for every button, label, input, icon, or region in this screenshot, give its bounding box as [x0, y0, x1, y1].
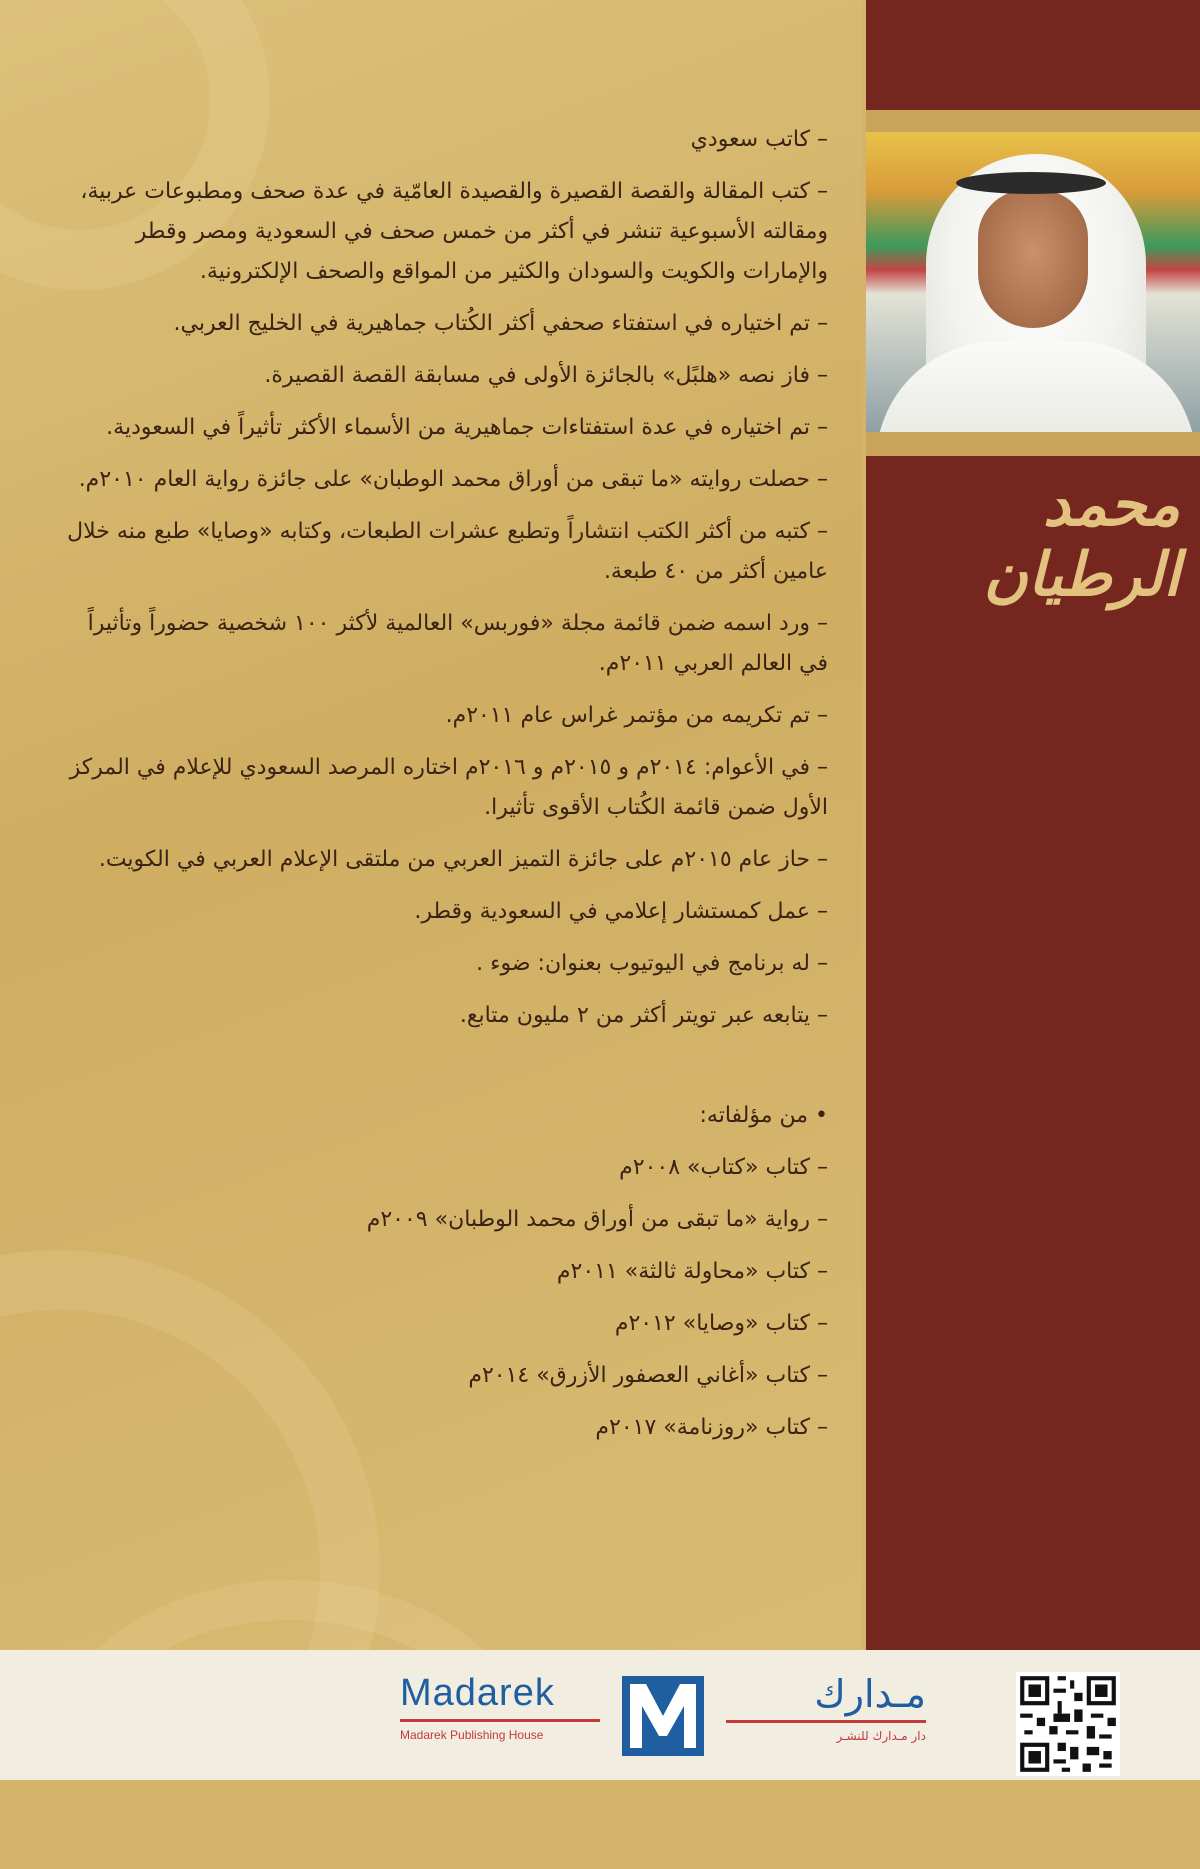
maroon-header-band [866, 0, 1200, 110]
bio-item: – تم اختياره في استفتاء صحفي أكثر الكُتاب جماهيرية في الخليج العربي. [173, 311, 828, 336]
works-item: – كتاب «وصايا» ٢٠١٢م [614, 1311, 828, 1336]
publisher-logo-ar [716, 1672, 926, 1752]
works-item: – كتاب «محاولة ثالثة» ٢٠١١م [556, 1259, 828, 1284]
bio-item: – حاز عام ٢٠١٥م على جائزة التميز العربي من ملتقى الإعلام العربي في الكويت. [98, 847, 828, 872]
author-garment [876, 342, 1196, 432]
bio-item: – يتابعه عبر تويتر أكثر من ٢ مليون متابع. [459, 1003, 828, 1028]
bio-item: – فاز نصه «هلبًل» بالجائزة الأولى في مسابقة القصة القصيرة. [264, 363, 828, 388]
logo-rule [400, 1719, 600, 1722]
works-item: – كتاب «كتاب» ٢٠٠٨م [619, 1155, 828, 1180]
maroon-side-panel [866, 456, 1200, 1650]
publisher-m-logo-icon [622, 1676, 704, 1756]
works-item: – رواية «ما تبقى من أوراق محمد الوطبان» ٢٠٠٩م [366, 1207, 828, 1232]
footer-bottom-band [0, 1780, 1200, 1869]
bio-item: – تم اختياره في عدة استفتاءات جماهيرية من الأسماء الأكثر تأثيراً في السعودية. [106, 415, 828, 440]
qr-code-icon [1016, 1672, 1120, 1776]
works-item: – كتاب «روزنامة» ٢٠١٧م [595, 1415, 828, 1440]
bio-item: – في الأعوام: ٢٠١٤م و ٢٠١٥م و ٢٠١٦م اختاره المرصد السعودي للإعلام في المركز الأول ضمن قائمة الكُتاب الأقوى تأثيرا. [69, 755, 828, 820]
works-heading: • من مؤلفاته: [699, 1103, 828, 1128]
publisher-name-en: Madarek [400, 1672, 555, 1714]
publisher-logo-en [400, 1672, 610, 1752]
works-item: – كتاب «أغاني العصفور الأزرق» ٢٠١٤م [468, 1363, 828, 1388]
bio-item: – كاتب سعودي [690, 127, 828, 152]
bio-item: – ورد اسمه ضمن قائمة مجلة «فوربس» العالمية لأكثر ١٠٠ شخصية حضوراً وتأثيراً في العالم العربي ٢٠١١م. [87, 611, 828, 676]
publisher-name-ar: مـدارك [814, 1672, 926, 1716]
logo-rule [726, 1720, 926, 1723]
author-photo [866, 132, 1200, 432]
bio-item: – له برنامج في اليوتيوب بعنوان: ضوء . [476, 951, 828, 976]
author-bio [64, 120, 828, 1460]
gold-divider [866, 432, 1200, 456]
publisher-tagline-ar: دار مـدارك للنشـر [836, 1729, 926, 1743]
author-face [978, 190, 1088, 328]
bio-item: – حصلت روايته «ما تبقى من أوراق محمد الوطبان» على جائزة رواية العام ٢٠١٠م. [78, 467, 828, 492]
bio-item: – عمل كمستشار إعلامي في السعودية وقطر. [414, 899, 828, 924]
bio-item: – كتب المقالة والقصة القصيرة والقصيدة العامّية في عدة صحف ومطبوعات عربية، ومقالته الأسبوعية تنشر في أكثر من خمس صحف في السعودية ومصر وقطر والإمارات والكويت والسودان والكثير من المواقع والصحف الإلكترونية. [80, 179, 828, 284]
author-name: محمد الرطيان [983, 470, 1180, 610]
author-agal [956, 172, 1106, 194]
bio-item: – كتبه من أكثر الكتب انتشاراً وتطبع عشرات الطبعات، وكتابه «وصايا» طبع منه خلال عامين أكثر من ٤٠ طبعة. [67, 519, 828, 584]
publisher-tagline-en: Madarek Publishing House [400, 1728, 544, 1742]
bio-item: – تم تكريمه من مؤتمر غراس عام ٢٠١١م. [445, 703, 828, 728]
gold-divider [866, 110, 1200, 132]
